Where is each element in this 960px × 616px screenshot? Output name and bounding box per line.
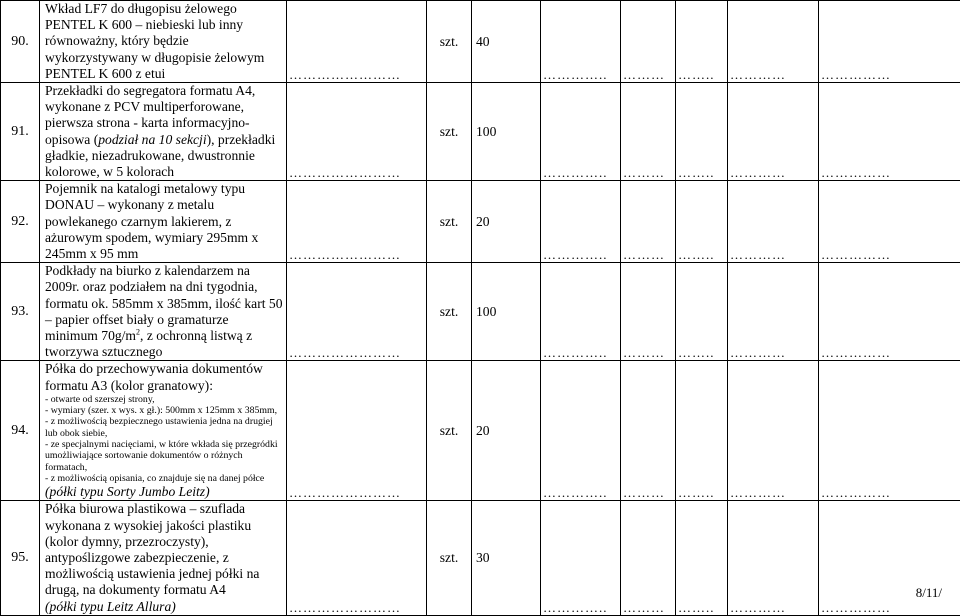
quantity: 30: [472, 501, 541, 615]
dotted-field[interactable]: …………: [728, 263, 819, 361]
dotted-field[interactable]: ……………………: [287, 361, 427, 501]
dotted-field[interactable]: …………: [728, 1, 819, 83]
table-row: [1, 501, 960, 615]
quantity: 100: [472, 83, 541, 181]
dotted-field[interactable]: …………: [728, 501, 819, 615]
item-description: Półka do przechowywania dokumentów formatu A3 (kolor granatowy): - otwarte od szerszej strony, - wymiary (szer. x wys. x gł.): 500mm x 125mm x 385mm, - z możliwością bezpiecznego ustawienia jedna na drugiej lub obok siebie, - ze specjalnymi nacięciami, w które wkłada się przegródki umożliwiające sortowanie dokumentów o różnych formatach, - z możliwością opisania, co znajduje się na danej półce (półki typu Sorty Jumbo Leitz): [40, 361, 287, 501]
dotted-field[interactable]: ……..: [676, 1, 728, 83]
table-row: [1, 83, 960, 181]
dotted-field[interactable]: ……..: [676, 501, 728, 615]
dotted-field[interactable]: ……..: [676, 83, 728, 181]
page-number: 8/11/: [916, 585, 942, 601]
unit: szt.: [427, 501, 472, 615]
unit: szt.: [427, 181, 472, 263]
table-row: [1, 181, 960, 263]
dotted-field[interactable]: ……………………: [287, 501, 427, 615]
dotted-field[interactable]: ……………: [819, 181, 960, 263]
quantity: 20: [472, 181, 541, 263]
dotted-field[interactable]: …………..: [541, 181, 621, 263]
dotted-field[interactable]: …………..: [541, 361, 621, 501]
dotted-field[interactable]: …………..: [541, 263, 621, 361]
row-number: 91.: [1, 83, 40, 181]
dotted-field[interactable]: ………: [621, 181, 676, 263]
dotted-field[interactable]: ……………………: [287, 263, 427, 361]
dotted-field[interactable]: …………..: [541, 1, 621, 83]
dotted-field[interactable]: ……..: [676, 181, 728, 263]
unit: szt.: [427, 83, 472, 181]
dotted-field[interactable]: ……………: [819, 1, 960, 83]
quantity: 20: [472, 361, 541, 501]
dotted-field[interactable]: ………: [621, 83, 676, 181]
dotted-field[interactable]: …………: [728, 83, 819, 181]
item-description: Wkład LF7 do długopisu żelowego PENTEL K 600 – niebieski lub inny równoważny, który będzie wykorzystywany w długopisie żelowym PENTEL K 600 z etui: [40, 1, 287, 83]
item-description: Pojemnik na katalogi metalowy typu DONAU – wykonany z metalu powlekanego czarnym lakierem, z ażurowym spodem, wymiary 295mm x 245mm x 95 mm: [40, 181, 287, 263]
dotted-field[interactable]: …………..: [541, 83, 621, 181]
row-number: 95.: [1, 501, 40, 615]
row-number: 94.: [1, 361, 40, 501]
table-row: [1, 1, 960, 83]
row-number: 93.: [1, 263, 40, 361]
dotted-field[interactable]: ……..: [676, 263, 728, 361]
row-number: 90.: [1, 1, 40, 83]
dotted-field[interactable]: ……..: [676, 361, 728, 501]
dotted-field[interactable]: ……………: [819, 361, 960, 501]
quantity: 40: [472, 1, 541, 83]
unit: szt.: [427, 1, 472, 83]
dotted-field[interactable]: ……………………: [287, 181, 427, 263]
dotted-field[interactable]: ……………………: [287, 1, 427, 83]
dotted-field[interactable]: ………: [621, 501, 676, 615]
unit: szt.: [427, 263, 472, 361]
item-description: Półka biurowa plastikowa – szuflada wykonana z wysokiej jakości plastiku (kolor dymny, przezroczysty), antypoślizgowe zabezpieczenie, z możliwością ustawienia jednej półki na drugą, na dokumenty formatu A4 (półki typu Leitz Allura): [40, 501, 287, 615]
row-number: 92.: [1, 181, 40, 263]
dotted-field[interactable]: ……………: [819, 263, 960, 361]
item-description: Przekładki do segregatora formatu A4, wykonane z PCV multiperforowane, pierwsza strona - karta informacyjno-opisowa (podział na 10 sekcji), przekładki gładkie, niezadrukowane, dwustronnie kolorowe, w 5 kolorach: [40, 83, 287, 181]
dotted-field[interactable]: ……………: [819, 501, 960, 615]
quantity: 100: [472, 263, 541, 361]
dotted-field[interactable]: ………: [621, 1, 676, 83]
dotted-field[interactable]: ……………………: [287, 83, 427, 181]
dotted-field[interactable]: ………: [621, 263, 676, 361]
table-row: [1, 361, 960, 501]
item-description: Podkłady na biurko z kalendarzem na 2009r. oraz podziałem na dni tygodnia, formatu ok. 585mm x 385mm, ilość kart 50 – papier offset biały o gramaturze minimum $70g/m^2$, z ochronną listwą z tworzywa sztucznego: [40, 263, 287, 361]
dotted-field[interactable]: …………: [728, 181, 819, 263]
dotted-field[interactable]: ………: [621, 361, 676, 501]
dotted-field[interactable]: …………: [728, 361, 819, 501]
dotted-field[interactable]: ……………: [819, 83, 960, 181]
table-row: [1, 263, 960, 361]
dotted-field[interactable]: …………..: [541, 501, 621, 615]
unit: szt.: [427, 361, 472, 501]
